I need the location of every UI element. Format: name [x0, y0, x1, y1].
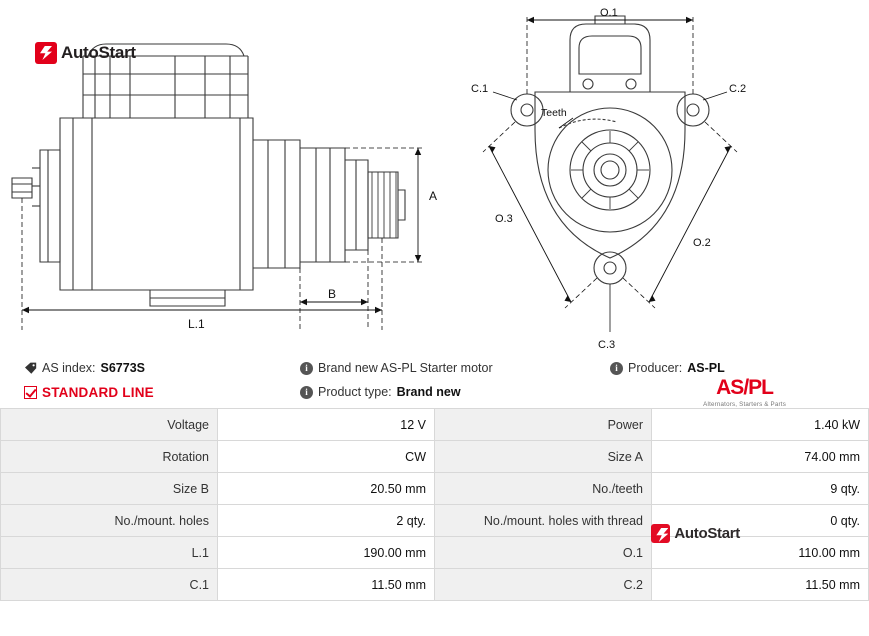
- table-row: [1, 505, 869, 537]
- spec-label: No./mount. holes: [1, 505, 218, 537]
- specifications-table: [0, 408, 869, 601]
- spec-value: 190.00 mm: [218, 537, 435, 569]
- autostart-logo-side-view: [35, 42, 136, 64]
- as-pl-logo-subtitle: Alternators, Starters & Parts: [703, 401, 786, 408]
- dim-label-C1: C.1: [471, 83, 489, 95]
- dim-label-B: B: [328, 287, 337, 301]
- dim-label-O3: O.3: [495, 213, 513, 225]
- spec-label: O.1: [435, 537, 652, 569]
- spec-label: C.2: [435, 569, 652, 601]
- spec-label: Power: [435, 409, 652, 441]
- spec-label: No./mount. holes with thread: [435, 505, 652, 537]
- table-row: [1, 409, 869, 441]
- spec-label: Size A: [435, 441, 652, 473]
- dim-label-L1: L.1: [188, 317, 205, 331]
- as-pl-brand-logo: [703, 376, 786, 408]
- dim-label-C3: C.3: [598, 339, 616, 351]
- info-row-1: [0, 356, 800, 380]
- spec-value: 74.00 mm: [652, 441, 869, 473]
- description-block: [300, 361, 610, 375]
- spec-value: 20.50 mm: [218, 473, 435, 505]
- table-row: [1, 473, 869, 505]
- spec-value: CW: [218, 441, 435, 473]
- starter-front-view-drawing: [455, 0, 800, 350]
- spec-value: 11.50 mm: [652, 569, 869, 601]
- autostart-logo-text: AutoStart: [61, 43, 136, 62]
- dim-label-C2: C.2: [729, 83, 747, 95]
- producer-label: Producer:: [628, 361, 683, 375]
- product-info-bar: [0, 350, 800, 408]
- table-row: [1, 569, 869, 601]
- as-index-value: S6773S: [100, 361, 145, 375]
- autostart-bolt-icon: [35, 42, 57, 64]
- standard-line-label: STANDARD LINE: [42, 384, 154, 400]
- standard-line-block: [0, 385, 300, 400]
- dim-label-O1: O.1: [600, 7, 618, 19]
- spec-value: 9 qty.: [652, 473, 869, 505]
- table-row: [1, 537, 869, 569]
- product-type-value: Brand new: [396, 385, 461, 399]
- description-text: Brand new AS-PL Starter motor: [318, 361, 493, 375]
- table-row: [1, 441, 869, 473]
- check-icon: [24, 386, 37, 399]
- info-icon-product-type: i: [300, 386, 313, 399]
- info-icon-description: i: [300, 362, 313, 375]
- spec-value: 11.50 mm: [218, 569, 435, 601]
- tag-icon: [24, 362, 37, 375]
- spec-value: 1.40 kW: [652, 409, 869, 441]
- as-pl-logo-text: AS/PL: [716, 376, 774, 399]
- spec-label: Size B: [1, 473, 218, 505]
- spec-value: 12 V: [218, 409, 435, 441]
- info-row-2: [0, 380, 800, 404]
- spec-label: Rotation: [1, 441, 218, 473]
- label-teeth: Teeth: [541, 107, 567, 119]
- spec-label: No./teeth: [435, 473, 652, 505]
- spec-label: L.1: [1, 537, 218, 569]
- spec-value: 2 qty.: [218, 505, 435, 537]
- product-type-block: [300, 385, 610, 399]
- dim-label-A: A: [429, 189, 438, 203]
- specs-table-wrapper: [0, 408, 860, 601]
- as-index-block: [0, 361, 300, 375]
- as-index-label: AS index:: [42, 361, 96, 375]
- front-view-svg: [455, 0, 800, 350]
- spec-value: 110.00 mm: [652, 537, 869, 569]
- product-type-label: Product type:: [318, 385, 392, 399]
- autostart-watermark-text: AutoStart: [674, 525, 740, 542]
- producer-block: [610, 361, 800, 375]
- spec-label: C.1: [1, 569, 218, 601]
- starter-side-view-drawing: [0, 0, 455, 350]
- spec-value: 0 qty.: [652, 505, 869, 537]
- dim-label-O2: O.2: [693, 237, 711, 249]
- producer-value: AS-PL: [687, 361, 725, 375]
- info-icon-producer: i: [610, 362, 623, 375]
- spec-label: Voltage: [1, 409, 218, 441]
